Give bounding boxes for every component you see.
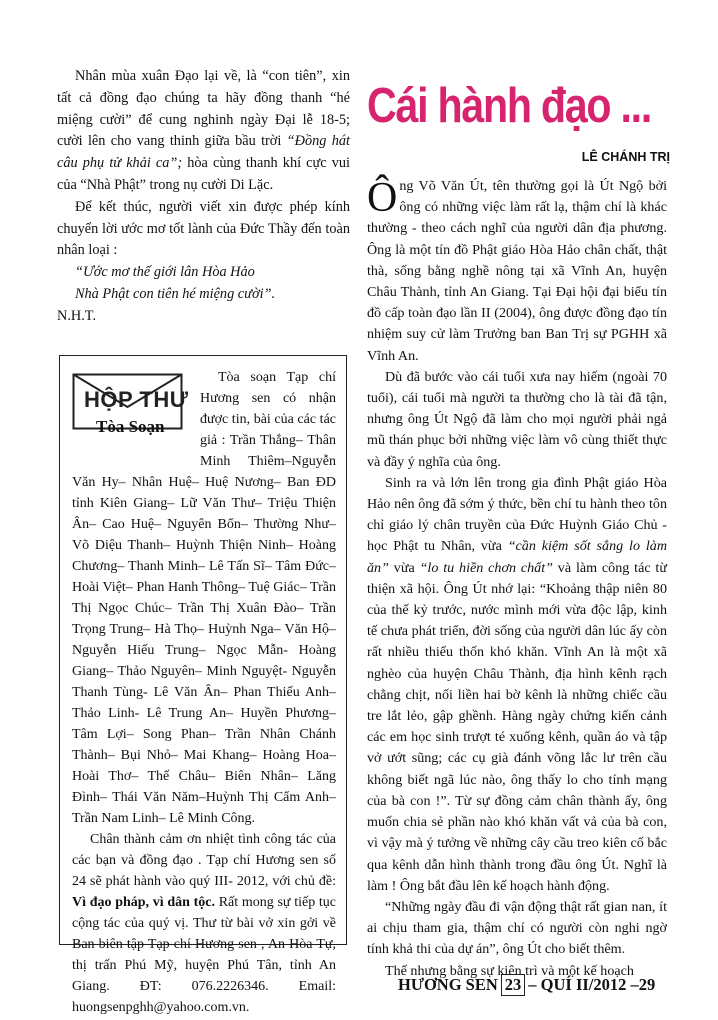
p3-end: và làm công tác từ thiện xã hội. Ông Út nhớ lại: “Khoảng thập niên 80 của thế kỷ trước, nước mình mới vừa độc lập, kinh tế chưa phát triển, đời sống của người dân lúc ấy còn rất nhiều thiếu thốn khó khăn. Vĩnh An là một xã nghèo của huyện Châu Thành, địa hình kênh rạch chằng chịt, nối liền hai bờ kênh là những chiếc cầu tre lắt lẻo, gập ghềnh. Hàng ngày chứng kiến cảnh các em học sinh trượt té xuống kênh, quần áo và tập vở ướt sũng; các cụ già đánh võng lắc lư trên cầu không biết ngã lúc nào, ông thấy lo cho tính mạng của bà con !”. Từ sự đồng cảm chân thành ấy, ông muốn chia sẻ phần nào khó khăn vất vả của bà con, vì vậy mà ý tưởng về những cây cầu treo kiên cố bắc qua kênh dẫn hình thành trong đầu ông Út. Nghĩ là làm ! Ông bắt đầu lên kế hoạch hành động. (367, 559, 667, 894)
article-paragraph-4: “Những ngày đầu đi vận động thật rất gian nan, ít ai chịu tham gia, thậm chí có người còn nghi ngờ tính khả thi của dự án”, ông Út cho biết thêm. (367, 898, 667, 958)
article-paragraph-5: Thế nhưng bằng sự kiên trì và một kế hoạch (385, 962, 634, 979)
p3-italic-1: “cần kiệm sốt sắng lo làm ăn” (367, 538, 667, 576)
closing-italic: “Đồng hát câu phụ tử khải ca”; (57, 133, 350, 172)
article-paragraph-3 (367, 473, 667, 897)
p3-italic-2: “lo tu hiền chơn chất” (419, 559, 553, 576)
quote-line-1: “Ước mơ thế giới lân Hòa Hảo (75, 264, 255, 281)
p3-mid: vừa (388, 559, 420, 576)
mailbox-heading: HỘP THƯ (84, 387, 189, 412)
article-paragraph-2: Dù đã bước vào cái tuổi xưa nay hiếm (ngoài 70 tuổi), cái tuổi mà người ta thường cho là tài đã tận, nhưng ông Út Ngộ đã làm cho mọi người phải ngả mũ thán phục bởi những việc làm vô cùng thiết thực và đầy ý nghĩa của ông. (367, 368, 667, 470)
mailbox-section (59, 355, 347, 1015)
article-body (367, 176, 667, 982)
issue-number: 23 (501, 974, 526, 996)
closing-paragraph (57, 66, 350, 197)
p3-start: Sinh ra và lớn lên trong gia đình Phật giáo Hòa Hảo nên ông đã sớm ý thức, bền chí tu hành theo tôn chỉ giáo lý chân truyền của Đức Huỳnh Giáo Chủ - học Phật tu Nhân, vừa (367, 474, 667, 555)
signature: N.H.T. (57, 307, 97, 324)
thanks-text: Chân thành cảm ơn nhiệt tình công tác của các bạn và đồng đạo . Tạp chí Hương sen số 24 sẽ phát hành vào quý III- 2012, với chủ đề: (72, 832, 336, 889)
paragraph-1-text: ng Võ Văn Út, tên thường gọi là Út Ngộ bởi ông có những việc làm rất lạ, thậm chí là khác thường - theo cách nghĩ của người dân địa phương. Ông là một tín đồ Phật giáo Hòa Hảo chân chất, thật thà, sống bằng nghề nông tại xã Vĩnh An, huyện Châu Thành, tỉnh An Giang. Tại Đại hội đại biểu tín đồ cấp toàn đạo lần II (2004), ông được đồng đạo tín nhiệm suy cử làm Trưởng ban Ban Trị sự PGHH xã Vĩnh An. (367, 178, 667, 364)
mailbox-authors: Tòa soạn Tạp chí Hương sen có nhận được tin, bài của các tác giả : Trần Thắng– Thân Minh Thiêm–Nguyễn Văn Hy– Nhân Huệ– Huệ Nương– Ban ĐD tỉnh Kiên Giang– Lữ Văn Thư– Triệu Thiện Ân– Cao Huệ– Nguyên Bổn– Thường Như– Võ Diệu Thanh– Huỳnh Thiện Ninh– Hoàng Chương– Thanh Minh– Lê Tấn Sĩ– Tâm Đức– Hoài Việt– Phan Hanh Thông– Tuệ Giác– Trần Thị Ngọc Chúc– Trần Thị Xuân Đào– Trần Trọng Trung– Hà Thọ– Huỳnh Nga– Văn Hộ– Nguyễn Hiếu Trung– Ngọc Mẫn- Hoàng Giang– Thảo Nguyên– Minh Nguyệt- Nguyễn Thanh Tùng- Lê Văn Ân– Phan Thiếu Anh– Thảo Linh- Lê Trung An– Huyền Phương– Tâm Lợi– Song Phan– Trần Nhân Chánh Thành– Bụi Nhỏ– Mai Khang– Hoàng Hoa– Hoài Thơ– Thế Châu– Biên Nhân– Lăng Đình– Thái Văn Năm–Huỳnh Thị Cẩm Anh– Trần Nam Linh– Lê Minh Công. (72, 370, 336, 826)
quote-line-2: Nhà Phật con tiên hé miệng cười”. (75, 285, 276, 302)
left-column (57, 66, 350, 328)
page-number: 29 (638, 975, 656, 994)
page-footer (398, 974, 655, 996)
magazine-name: HƯƠNG SEN (398, 975, 498, 994)
contact-text: Rất mong sự tiếp tục cộng tác của quý vị. Thư từ bài vở xin gởi về Ban biên tập Tạp chí Hương sen , An Hòa Tự, thị trấn Phú Mỹ, huyện Phú Tân, tỉnh An Giang. ĐT: 076.2226346. Email: huongsenpghh@yahoo.com.vn. (72, 895, 337, 1015)
issue-theme: Vì đạo pháp, vì dân tộc. (72, 895, 216, 910)
closing-text: Nhân mùa xuân Đạo lại về, là “con tiên”, xin tất cả đồng đạo chúng ta hãy đồng thanh “hé miệng cười” để cung nghinh ngày Đại lễ 18-5; cười lên cho vang thinh giữa bầu trời (57, 68, 350, 150)
mailbox-thanks (72, 829, 336, 1018)
issue-period: – QUÍ II/2012 – (528, 975, 639, 994)
mailbox-subheading: Tòa Soạn (96, 417, 165, 436)
article-author: LÊ CHÁNH TRỊ (581, 150, 670, 164)
final-paragraph: Để kết thúc, người viết xin được phép kính chuyển lời ước mơ tốt lành của Đức Thầy đến toàn nhân loại : (57, 198, 350, 259)
article-paragraph-1 (367, 176, 667, 367)
article-title: Cái hành đạo ... (367, 79, 651, 133)
drop-cap: Ô (367, 175, 398, 221)
mailbox-header (72, 367, 200, 453)
closing-text-end: hòa cùng thanh khí cực vui của “Nhà Phật” trong nụ cười Di Lặc. (57, 155, 350, 193)
